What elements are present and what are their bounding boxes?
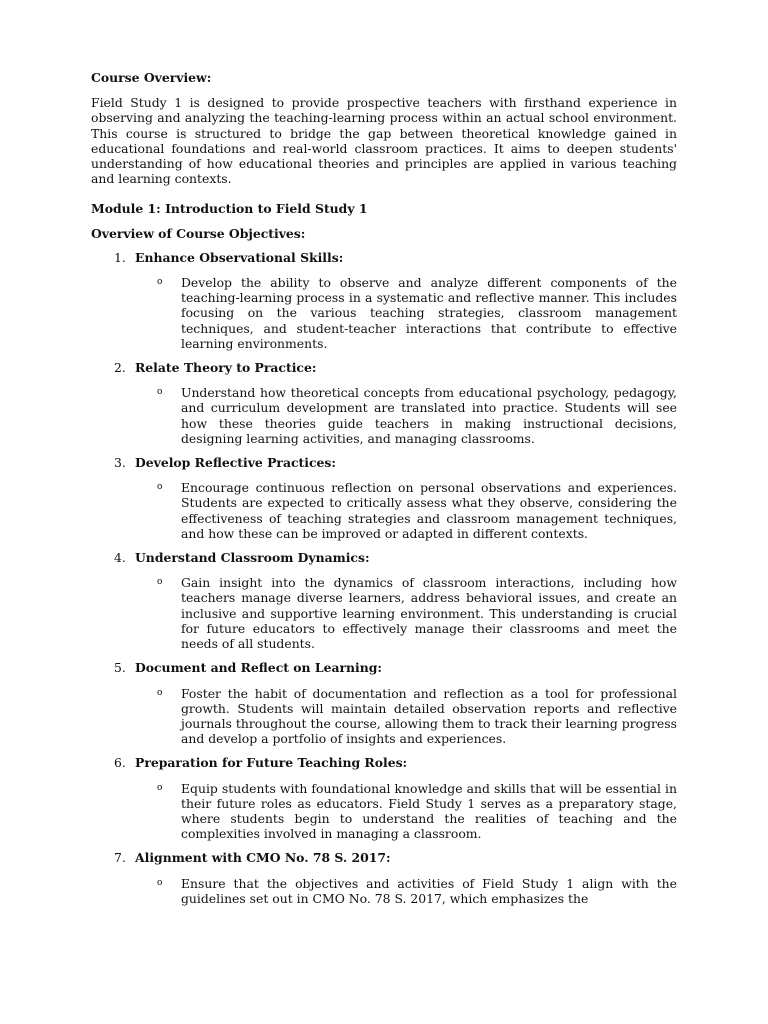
objectives-list <box>91 250 677 906</box>
objective-description: Foster the habit of documentation and reflection as a tool for professional growth. Students will maintain detailed observation reports and reflective journals throughout the course, allowing them to track their learning progress and develop a portfolio of insights and experiences. <box>181 685 677 747</box>
course-overview-heading: Course Overview: <box>91 70 212 85</box>
bullet-icon: o <box>157 782 163 793</box>
objective-title: Document and Reflect on Learning: <box>135 660 382 676</box>
objective-number: 4. <box>114 550 126 566</box>
bullet-icon: o <box>157 687 163 698</box>
objective-description: Develop the ability to observe and analyze different components of the teaching-learning process in a systematic and reflective manner. This includes focusing on the various teaching strategies, classroom management techniques, and student-teacher interactions that contribute to effective learning environments. <box>181 275 677 351</box>
objective-description: Ensure that the objectives and activities of Field Study 1 align with the guidelines set out in CMO No. 78 S. 2017, which emphasizes the <box>181 875 677 906</box>
objective-description: Gain insight into the dynamics of classroom interactions, including how teachers manage diverse learners, address behavioral issues, and create an inclusive and supportive learning environment. This understanding is crucial for future educators to effectively manage their classrooms and meet the needs of all students. <box>181 575 677 652</box>
objective-item <box>91 360 677 446</box>
objective-item <box>91 550 677 651</box>
bullet-icon: o <box>157 877 163 888</box>
objective-title: Preparation for Future Teaching Roles: <box>135 755 408 771</box>
objective-item <box>91 455 677 541</box>
bullet-icon: o <box>157 577 163 588</box>
objective-item <box>91 250 677 351</box>
objective-description: Understand how theoretical concepts from educational psychology, pedagogy, and curriculum development are translated into practice. Students will see how these theories guide teachers in making instructional decisions, designing learning activities, and managing classrooms. <box>181 385 677 446</box>
objective-number: 3. <box>114 455 126 471</box>
objective-title: Alignment with CMO No. 78 S. 2017: <box>135 850 391 866</box>
objective-number: 5. <box>114 660 126 676</box>
bullet-icon: o <box>157 482 163 493</box>
objective-title: Enhance Observational Skills: <box>135 249 344 265</box>
module-heading: Module 1: Introduction to Field Study 1 <box>91 201 368 217</box>
objective-number: 6. <box>114 755 126 771</box>
objectives-heading: Overview of Course Objectives: <box>91 225 306 241</box>
course-overview-paragraph: Field Study 1 is designed to provide prospective teachers with firsthand experience in observing and analyzing the teaching-learning process within an actual school environment. This course is structured to bridge the gap between theoretical knowledge gained in educational foundations and real-world classroom practices. It aims to deepen students' understanding of how educational theories and principles are applied in various teaching and learning contexts. <box>91 95 677 187</box>
objective-description: Encourage continuous reflection on personal observations and experiences. Students are expected to critically assess what they observe, considering the effectiveness of teaching strategies and classroom management techniques, and how these can be improved or adapted in different contexts. <box>181 480 677 541</box>
bullet-icon: o <box>157 387 163 398</box>
objective-item <box>91 660 677 746</box>
objective-title: Develop Reflective Practices: <box>135 455 336 471</box>
objective-item <box>91 755 677 841</box>
objective-number: 2. <box>114 360 126 376</box>
objective-title: Relate Theory to Practice: <box>135 360 317 376</box>
objective-description: Equip students with foundational knowledge and skills that will be essential in their future roles as educators. Field Study 1 serves as a preparatory stage, where students begin to understand the realities of teaching and the complexities involved in managing a classroom. <box>181 780 677 842</box>
objective-number: 1. <box>114 249 126 265</box>
bullet-icon: o <box>157 277 163 288</box>
objective-item <box>91 850 677 906</box>
objective-title: Understand Classroom Dynamics: <box>135 550 370 566</box>
objective-number: 7. <box>114 850 126 866</box>
